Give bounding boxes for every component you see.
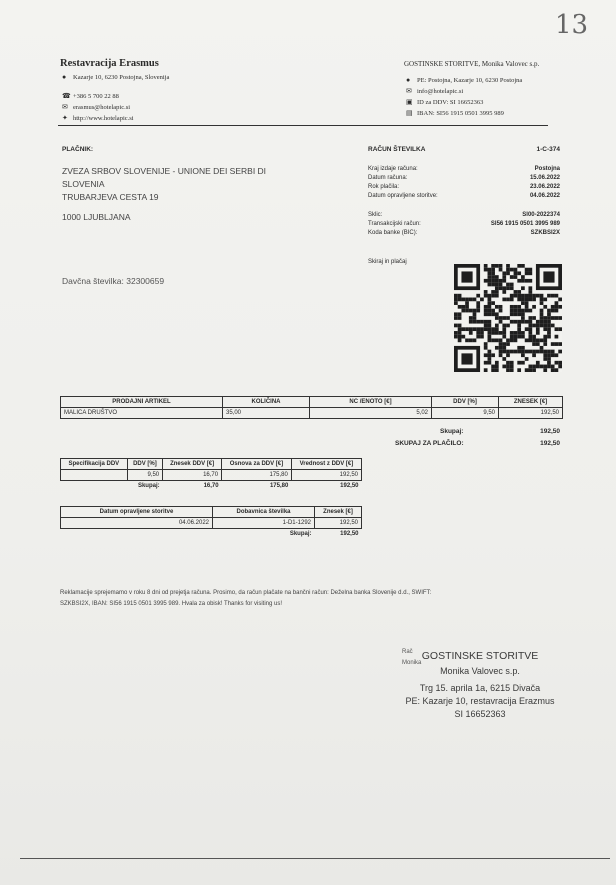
buyer-line-4: 1000 LJUBLJANA	[62, 212, 131, 222]
invoice-number-value: 1-C-374	[536, 146, 560, 153]
vat-sum-row	[61, 481, 362, 492]
col-quantity: KOLIČINA	[223, 397, 310, 408]
buyer-line-2: SLOVENIA	[62, 179, 105, 189]
col-vat-base: Osnova za DDV [€]	[222, 459, 292, 470]
reference-label: Sklic:	[368, 212, 383, 218]
col-vat-value: Vrednost z DDV [€]	[291, 459, 361, 470]
vat-table	[60, 458, 362, 491]
reference-value: SI00-2022374	[522, 212, 560, 218]
account-value: SI56 1915 0501 3995 989	[490, 221, 560, 227]
table-row	[61, 470, 362, 481]
col-amount: ZNESEK [€]	[499, 397, 563, 408]
account-label: Transakcijski račun:	[368, 221, 421, 227]
vat-base: 175,80	[222, 470, 292, 481]
col-article: PRODAJNI ARTIKEL	[61, 397, 223, 408]
delivery-amount: 192,50	[315, 518, 362, 529]
delivery-table	[60, 506, 362, 539]
company-pe-text: PE: Postojna, Kazarje 10, 6230 Postojna	[417, 77, 523, 84]
vat-spec	[61, 470, 128, 481]
vat-amount: 16,70	[163, 470, 222, 481]
stamp-underlay-2: Monika	[402, 660, 422, 666]
col-vat-amount: Znesek DDV [€]	[163, 459, 222, 470]
items-subtotal-label: Skupaj:	[440, 428, 464, 435]
vat-sum-base: 175,80	[269, 483, 289, 489]
scan-and-pay-label: Skiraj in plačaj	[368, 259, 407, 265]
company-iban-text: IBAN: SI56 1915 0501 3995 989	[417, 110, 504, 117]
company-pe	[406, 76, 522, 84]
delivery-sum-row	[61, 529, 362, 540]
company-iban	[406, 109, 504, 117]
issuer-email-text: erasmus@hotelapic.si	[73, 104, 131, 111]
footer-note-1: Reklamacije sprejemamo v roku 8 dni od prejetja računa. Prosimo, da račun plačate na bančni račun: Deželna banka Slovenije d.d., SWIFT:	[60, 590, 432, 596]
bic-label: Koda banke (BIC):	[368, 230, 418, 236]
items-subtotal-value: 192,50	[540, 428, 560, 435]
col-vat-spec: Specifikacija DDV	[61, 459, 128, 470]
due-date-label: Rok plačila:	[368, 184, 400, 190]
col-vat: DDV [%]	[432, 397, 499, 408]
bank-icon: ▤	[406, 109, 413, 117]
buyer-line-3: TRUBARJEVA CESTA 19	[62, 192, 159, 202]
vat-sum-label: Skupaj:	[137, 483, 160, 489]
phone-icon: ☎	[62, 92, 71, 100]
table-row	[61, 408, 563, 419]
grand-total-value: 192,50	[540, 440, 560, 447]
invoice-number-label: RAČUN ŠTEVILKA	[368, 146, 426, 153]
issuer-address-text: Kazarje 10, 6230 Postojna, Slovenija	[73, 74, 170, 81]
item-article: MALICA DRUŠTVO	[61, 408, 223, 419]
id-card-icon: ▣	[406, 98, 413, 106]
item-unit-price: 5,02	[310, 408, 432, 419]
delivery-sum-value: 192,50	[340, 531, 359, 537]
issuer-phone	[62, 92, 119, 100]
payment-qr-code	[453, 264, 563, 372]
stamp-underlay-1: Rač	[402, 649, 413, 655]
email-icon: ✉	[62, 103, 68, 111]
issuer-name: Restavracija Erasmus	[60, 58, 159, 69]
company-email	[406, 87, 463, 95]
vat-value: 192,50	[291, 470, 361, 481]
issuer-phone-text: +386 5 700 22 88	[73, 93, 119, 100]
due-date-value: 23.06.2022	[529, 184, 560, 190]
company-vat-text: ID za DDV: SI 16652363	[417, 99, 484, 106]
company-email-text: info@hotelapic.si	[417, 88, 464, 95]
company-vat	[406, 98, 483, 106]
item-amount: 192,50	[499, 408, 563, 419]
delivery-sum-label: Skupaj:	[289, 531, 312, 537]
table-row	[61, 518, 362, 529]
items-table	[60, 396, 563, 419]
item-vat: 9,50	[432, 408, 499, 419]
bottom-divider	[20, 858, 610, 859]
issuer-web	[62, 114, 134, 122]
issuer-web-text: http://www.hotelapic.si	[73, 115, 134, 122]
header-divider	[58, 125, 548, 126]
delivery-date: 04.06.2022	[61, 518, 213, 529]
bic-value: SZKBSI2X	[530, 230, 560, 236]
invoice-date-label: Datum računa:	[368, 175, 408, 181]
stamp-line-3: Trg 15. aprila 1a, 6215 Divača	[419, 683, 541, 693]
place-value: Postojna	[534, 166, 560, 172]
vat-sum-value: 192,50	[340, 483, 359, 489]
issuer-address	[62, 73, 169, 81]
delivery-header-row	[61, 507, 362, 518]
vat-sum-amount: 16,70	[203, 483, 219, 489]
issuer-email	[62, 103, 130, 111]
footer-note-2: SZKBSI2X, IBAN: SI56 1915 0501 3995 989. Hvala za obisk! Thanks for visiting us!	[60, 601, 283, 607]
handwritten-page-number: 13	[555, 10, 589, 40]
service-date-label: Datum opravljene storitve:	[368, 193, 438, 199]
company-name: GOSTINSKE STORITVE, Monika Valovec s.p.	[404, 60, 540, 68]
delivery-note: 1-D1-1292	[213, 518, 315, 529]
item-quantity: 35,00	[223, 408, 310, 419]
stamp-line-4: PE: Kazarje 10, restavracija Erazmus	[405, 696, 555, 706]
items-header-row	[61, 397, 563, 408]
stamp-line-2: Monika Valovec s.p.	[440, 666, 520, 676]
col-unit-price: NC /ENOTO [€]	[310, 397, 432, 408]
service-date-value: 04.06.2022	[529, 193, 560, 199]
location-pin-icon: ●	[62, 73, 67, 81]
col-service-date: Datum opravljene storitve	[61, 507, 213, 518]
col-delivery-amount: Znesek [€]	[315, 507, 362, 518]
col-delivery-note: Dobavnica številka	[213, 507, 315, 518]
buyer-line-1: ZVEZA SRBOV SLOVENIJE - UNIONE DEI SERBI DI	[62, 166, 267, 176]
grand-total-label: SKUPAJ ZA PLAČILO:	[395, 440, 464, 447]
place-label: Kraj izdaje računa:	[368, 166, 418, 172]
col-vat-rate: DDV [%]	[127, 459, 162, 470]
globe-icon: ✦	[62, 114, 68, 122]
vat-header-row	[61, 459, 362, 470]
location-pin-icon: ●	[406, 76, 411, 84]
buyer-label: PLAČNIK:	[62, 146, 94, 153]
stamp-line-1: GOSTINSKE STORITVE	[421, 650, 539, 662]
buyer-tax-number: Davčna številka: 32300659	[62, 276, 165, 286]
vat-rate: 9,50	[127, 470, 162, 481]
stamp-line-5: SI 16652363	[454, 709, 506, 719]
email-icon: ✉	[406, 87, 412, 95]
invoice-date-value: 15.06.2022	[529, 175, 560, 181]
